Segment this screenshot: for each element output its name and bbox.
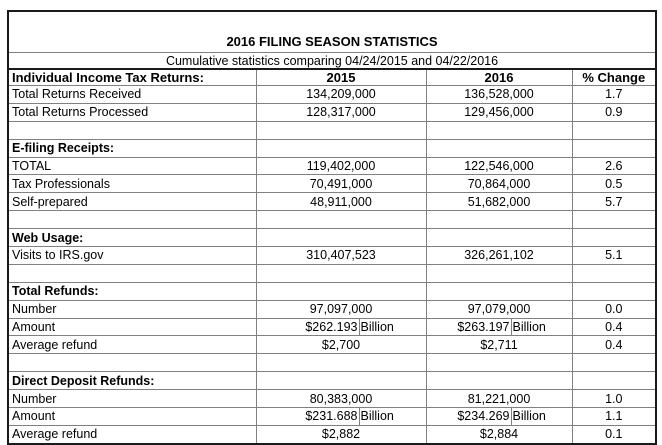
row-label-cell: Total Returns Processed	[8, 103, 256, 121]
row-label-cell: Number	[8, 390, 256, 408]
spacer-row	[8, 211, 656, 229]
table-row	[8, 193, 656, 211]
value-2015-cell: 119,402,000	[256, 157, 426, 175]
value-2016-cell	[426, 318, 572, 336]
page-title: 2016 FILING SEASON STATISTICS	[8, 11, 656, 53]
subtitle: Cumulative statistics comparing 04/24/2015 and 04/22/2016	[8, 53, 656, 70]
value-2016-cell: 81,221,000	[426, 390, 572, 408]
amount-unit-label: Billion	[512, 320, 546, 335]
value-2015-cell: 134,209,000	[256, 86, 426, 104]
value-2016-cell: 70,864,000	[426, 175, 572, 193]
value-2016-cell: 122,546,000	[426, 157, 572, 175]
empty-cell	[426, 139, 572, 157]
empty-cell	[426, 264, 572, 282]
spacer-row	[8, 264, 656, 282]
table-row	[8, 247, 656, 265]
value-2015-cell: $2,882	[256, 425, 426, 443]
pct-change-cell: 0.4	[572, 318, 656, 336]
row-label-cell: Amount	[8, 408, 256, 426]
table-row	[8, 336, 656, 354]
empty-cell	[256, 229, 426, 247]
row-label-cell: Self-prepared	[8, 193, 256, 211]
value-2016-cell: 326,261,102	[426, 247, 572, 265]
column-header-pct-change: % Change	[572, 69, 656, 86]
pct-change-cell: 0.0	[572, 300, 656, 318]
amount-split	[427, 319, 572, 336]
column-header-2015: 2015	[256, 69, 426, 86]
table-row	[8, 300, 656, 318]
pct-change-cell: 5.1	[572, 247, 656, 265]
amount-unit-label: Billion	[512, 409, 546, 424]
empty-cell	[572, 282, 656, 300]
pct-change-cell: 1.0	[572, 390, 656, 408]
empty-cell	[8, 121, 256, 139]
amount-split	[257, 319, 426, 336]
empty-cell	[426, 121, 572, 139]
empty-cell	[256, 121, 426, 139]
value-2016-cell: 129,456,000	[426, 103, 572, 121]
table-row	[8, 175, 656, 193]
section-label-cell: Web Usage:	[8, 229, 256, 247]
value-2016-cell: 51,682,000	[426, 193, 572, 211]
row-label-cell: Tax Professionals	[8, 175, 256, 193]
empty-cell	[572, 211, 656, 229]
value-2016-cell: 97,079,000	[426, 300, 572, 318]
value-2015-cell: $2,700	[256, 336, 426, 354]
value-2016-cell: $2,711	[426, 336, 572, 354]
spacer-row	[8, 354, 656, 372]
amount-value: $263.197	[427, 319, 512, 336]
title-row	[8, 11, 656, 53]
empty-cell	[256, 139, 426, 157]
amount-value: $234.269	[427, 408, 512, 425]
header-row	[8, 69, 656, 86]
row-label-cell: Total Returns Received	[8, 86, 256, 104]
table-row	[8, 103, 656, 121]
value-2016-cell: $2,884	[426, 425, 572, 443]
section-label-cell: E-filing Receipts:	[8, 139, 256, 157]
empty-cell	[256, 354, 426, 372]
pct-change-cell: 0.4	[572, 336, 656, 354]
amount-value: $231.688	[257, 408, 360, 425]
empty-cell	[426, 211, 572, 229]
value-2015-cell: 48,911,000	[256, 193, 426, 211]
row-label-cell: Amount	[8, 318, 256, 336]
value-2015-cell	[256, 408, 426, 426]
empty-cell	[426, 354, 572, 372]
pct-change-cell: 0.1	[572, 425, 656, 443]
amount-unit-label: Billion	[360, 409, 394, 424]
pct-change-cell: 1.1	[572, 408, 656, 426]
pct-change-cell: 0.9	[572, 103, 656, 121]
row-label-cell: Visits to IRS.gov	[8, 247, 256, 265]
section-label-cell: Direct Deposit Refunds:	[8, 372, 256, 390]
empty-cell	[572, 139, 656, 157]
row-label-cell: Average refund	[8, 425, 256, 443]
pct-change-cell: 0.5	[572, 175, 656, 193]
empty-cell	[426, 229, 572, 247]
value-2015-cell: 310,407,523	[256, 247, 426, 265]
section-header-row	[8, 372, 656, 390]
value-2015-cell: 70,491,000	[256, 175, 426, 193]
empty-cell	[572, 264, 656, 282]
table-row	[8, 318, 656, 336]
amount-split	[427, 408, 572, 425]
empty-cell	[256, 282, 426, 300]
empty-cell	[8, 211, 256, 229]
amount-split	[257, 408, 426, 425]
row-label-cell: TOTAL	[8, 157, 256, 175]
empty-cell	[426, 372, 572, 390]
table-row	[8, 425, 656, 443]
section-label-cell: Total Refunds:	[8, 282, 256, 300]
value-2016-cell: 136,528,000	[426, 86, 572, 104]
table-row	[8, 390, 656, 408]
amount-value: $262.193	[257, 319, 360, 336]
pct-change-cell: 5.7	[572, 193, 656, 211]
column-header-2016: 2016	[426, 69, 572, 86]
table-row	[8, 408, 656, 426]
subtitle-row	[8, 53, 656, 70]
value-2016-cell	[426, 408, 572, 426]
empty-cell	[256, 211, 426, 229]
table-row	[8, 86, 656, 104]
filing-season-statistics-table	[7, 10, 657, 445]
row-label-cell: Average refund	[8, 336, 256, 354]
column-header-returns: Individual Income Tax Returns:	[8, 69, 256, 86]
empty-cell	[426, 282, 572, 300]
empty-cell	[256, 372, 426, 390]
empty-cell	[8, 354, 256, 372]
spacer-row	[8, 121, 656, 139]
empty-cell	[572, 229, 656, 247]
section-header-row	[8, 282, 656, 300]
amount-unit-label: Billion	[360, 320, 394, 335]
pct-change-cell: 2.6	[572, 157, 656, 175]
pct-change-cell: 1.7	[572, 86, 656, 104]
value-2015-cell: 97,097,000	[256, 300, 426, 318]
table-row	[8, 157, 656, 175]
row-label-cell: Number	[8, 300, 256, 318]
empty-cell	[8, 264, 256, 282]
value-2015-cell: 128,317,000	[256, 103, 426, 121]
section-header-row	[8, 229, 656, 247]
empty-cell	[572, 372, 656, 390]
section-header-row	[8, 139, 656, 157]
value-2015-cell	[256, 318, 426, 336]
empty-cell	[256, 264, 426, 282]
empty-cell	[572, 121, 656, 139]
value-2015-cell: 80,383,000	[256, 390, 426, 408]
empty-cell	[572, 354, 656, 372]
